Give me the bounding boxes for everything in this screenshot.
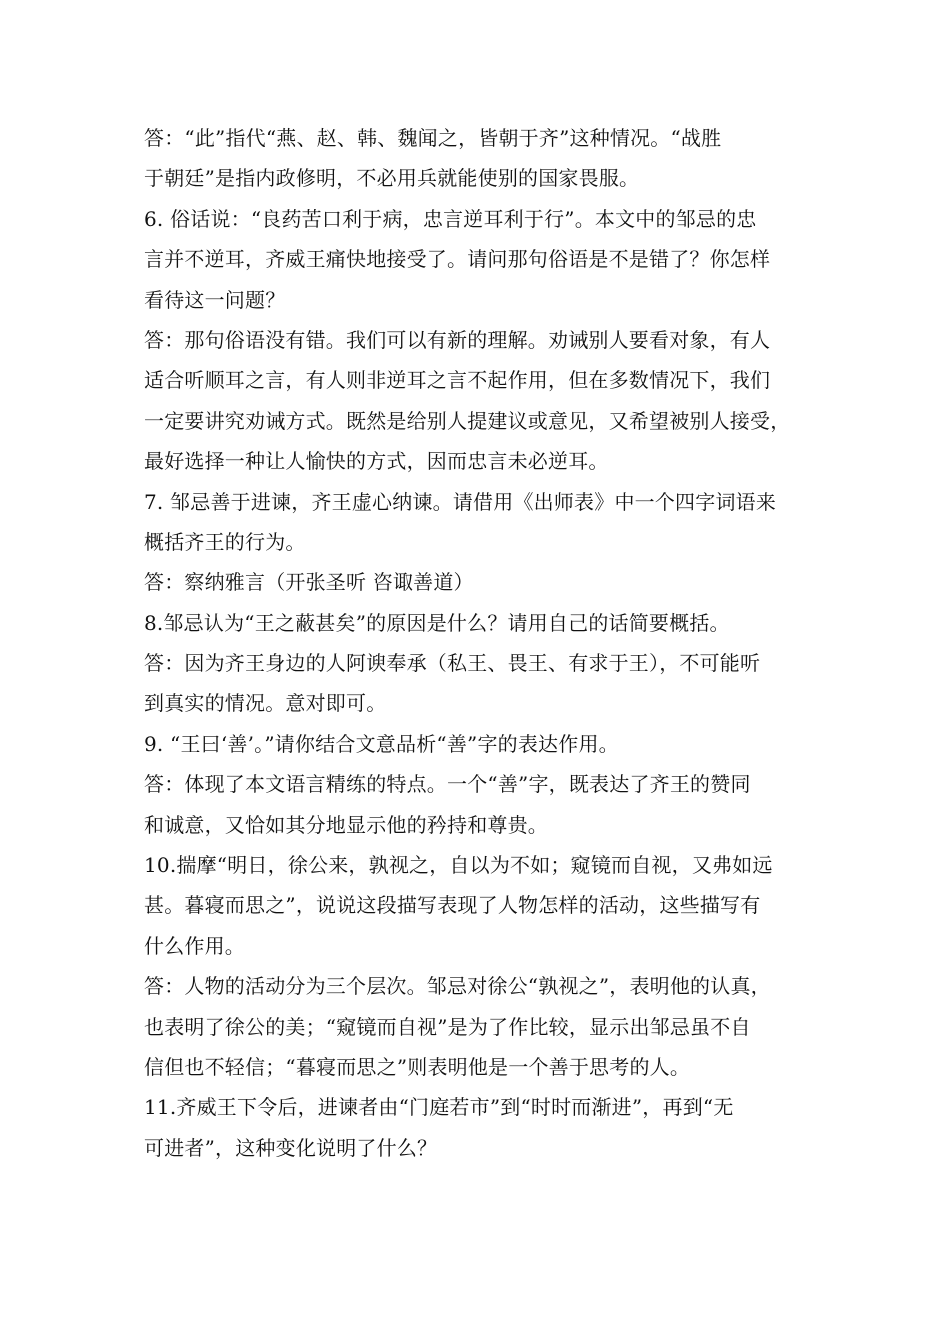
text-line: 6. 俗话说：“良药苦口利于病，忠言逆耳利于行”。本文中的邹忌的忠: [144, 206, 757, 231]
text-line: 于朝廷”是指内政修明，不必用兵就能使别的国家畏服。: [144, 166, 640, 191]
text-line: 言并不逆耳，齐威王痛快地接受了。请问那句俗语是不是错了？你怎样: [144, 247, 771, 272]
text-line: 答：那句俗语没有错。我们可以有新的理解。劝诫别人要看对象，有人: [144, 327, 771, 352]
text-line: 可进者”，这种变化说明了什么？: [144, 1135, 438, 1160]
text-line: 答：察纳雅言（开张圣听 咨诹善道）: [144, 570, 474, 595]
text-line: 适合听顺耳之言，有人则非逆耳之言不起作用，但在多数情况下，我们: [144, 368, 771, 393]
text-line: 甚。暮寝而思之”，说说这段描写表现了人物怎样的活动，这些描写有: [144, 893, 761, 918]
text-line: 答：体现了本文语言精练的特点。一个“善”字，既表达了齐王的赞同: [144, 772, 751, 797]
text-line: 最好选择一种让人愉快的方式，因而忠言未必逆耳。: [144, 449, 609, 474]
text-line: 8.邹忌认为“王之蔽甚矣”的原因是什么？请用自己的话简要概括。: [144, 610, 730, 635]
text-line: 答：因为齐王身边的人阿谀奉承（私王、畏王、有求于王），不可能听: [144, 651, 761, 676]
text-line: 信但也不轻信；“暮寝而思之”则表明他是一个善于思考的人。: [144, 1054, 691, 1079]
text-line: 11.齐威王下令后，进谏者由“门庭若市”到“时时而渐进”，再到“无: [144, 1095, 734, 1120]
text-line: 也表明了徐公的美；“窥镜而自视”是为了作比较，显示出邹忌虽不自: [144, 1014, 751, 1039]
text-line: 到真实的情况。意对即可。: [144, 691, 387, 716]
text-line: 概括齐王的行为。: [144, 529, 306, 554]
text-line: 10.揣摩“明日，徐公来，孰视之，自以为不如；窥镜而自视，又弗如远: [144, 853, 773, 878]
text-line: 7. 邹忌善于进谏，齐王虚心纳谏。请借用《出师表》中一个四字词语来: [144, 489, 777, 514]
text-line: 9. “王曰‘善’。”请你结合文意品析“善”字的表达作用。: [144, 731, 619, 756]
text-line: 什么作用。: [144, 933, 245, 958]
text-body: [144, 118, 808, 1168]
text-line: 看待这一问题？: [144, 287, 286, 312]
text-line: 一定要讲究劝诫方式。既然是给别人提建议或意见，又希望被别人接受，: [144, 408, 791, 433]
text-line: 和诚意，又恰如其分地显示他的矜持和尊贵。: [144, 812, 548, 837]
text-line: 答：人物的活动分为三个层次。邹忌对徐公“孰视之”，表明他的认真，: [144, 974, 771, 999]
text-line: 答：“此”指代“燕、赵、韩、魏闻之，皆朝于齐”这种情况。“战胜: [144, 126, 722, 150]
